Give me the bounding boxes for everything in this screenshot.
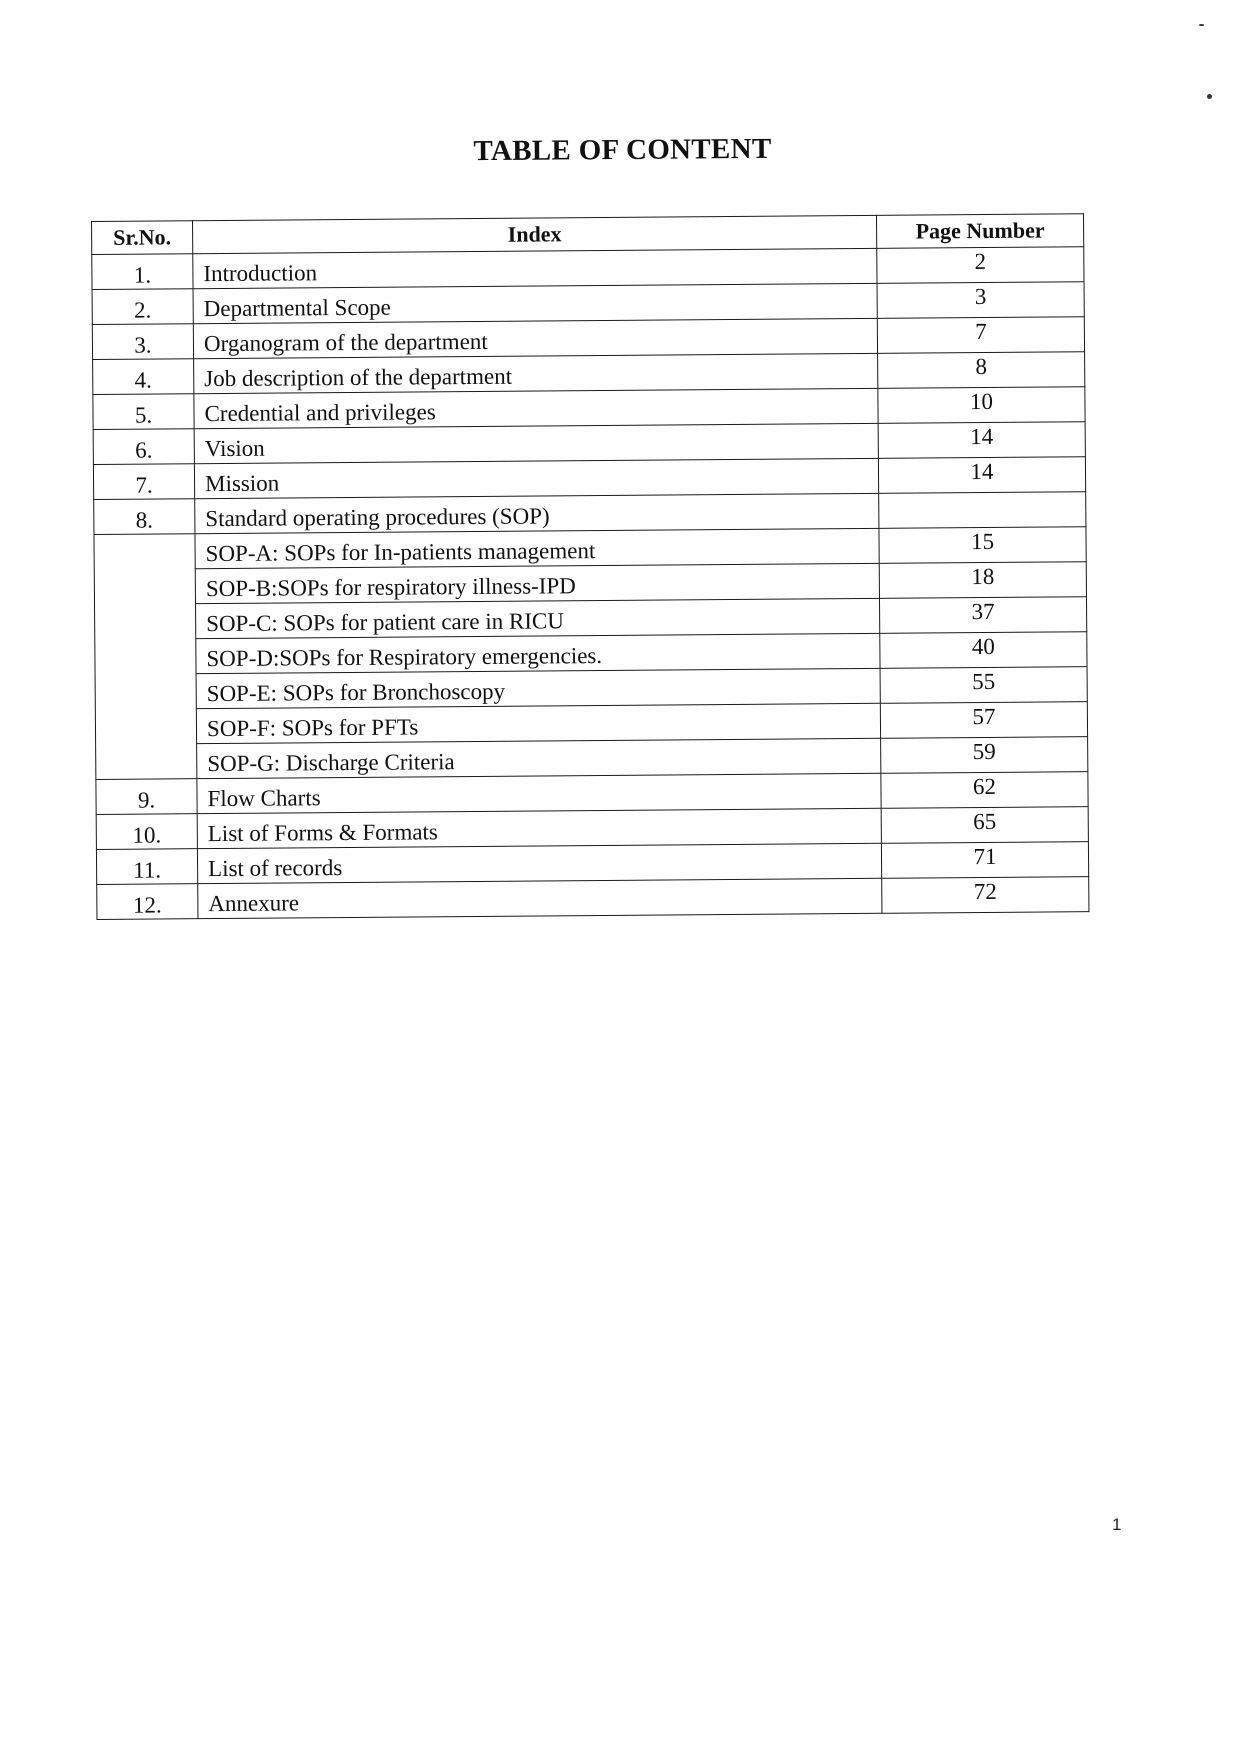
row-index-entry: Mission xyxy=(194,458,878,498)
row-index-entry: Credential and privileges xyxy=(194,388,878,428)
row-sr-no: 12. xyxy=(97,884,198,920)
row-index-entry: List of records xyxy=(197,843,881,883)
header-index: Index xyxy=(193,215,877,253)
row-page-number: 18 xyxy=(879,562,1086,599)
row-sr-no: 5. xyxy=(93,394,194,430)
toc-table xyxy=(91,213,1089,920)
row-index-entry: Organogram of the department xyxy=(193,318,877,358)
row-index-entry: SOP-F: SOPs for PFTs xyxy=(196,703,880,743)
row-page-number: 8 xyxy=(878,352,1085,389)
table-row xyxy=(97,877,1089,920)
row-index-entry: SOP-E: SOPs for Bronchoscopy xyxy=(196,668,880,708)
row-sr-no: 9. xyxy=(96,779,197,815)
row-page-number: 14 xyxy=(878,422,1085,459)
table-of-contents xyxy=(91,213,1089,920)
scan-speck xyxy=(1207,94,1212,99)
header-sr-no: Sr.No. xyxy=(92,221,193,255)
row-page-number: 59 xyxy=(881,737,1088,774)
row-index-entry: Job description of the department xyxy=(194,353,878,393)
row-page-number xyxy=(879,492,1086,529)
row-page-number: 7 xyxy=(877,317,1084,354)
row-page-number: 65 xyxy=(881,807,1088,844)
row-index-entry: Standard operating procedures (SOP) xyxy=(195,493,879,533)
sop-group-blank-cell xyxy=(94,534,197,780)
row-index-entry: SOP-D:SOPs for Respiratory emergencies. xyxy=(196,633,880,673)
footer-page-number: 1 xyxy=(1112,1515,1122,1534)
row-page-number: 10 xyxy=(878,387,1085,424)
row-sr-no: 7. xyxy=(93,464,194,500)
row-index-entry: SOP-B:SOPs for respiratory illness-IPD xyxy=(195,563,879,603)
row-sr-no: 3. xyxy=(92,324,193,360)
row-sr-no: 4. xyxy=(93,359,194,395)
row-index-entry: Flow Charts xyxy=(197,773,881,813)
row-index-entry: SOP-C: SOPs for patient care in RICU xyxy=(196,598,880,638)
row-page-number: 14 xyxy=(878,457,1085,494)
row-index-entry: Vision xyxy=(194,423,878,463)
row-sr-no: 6. xyxy=(93,429,194,465)
row-sr-no: 10. xyxy=(96,814,197,850)
row-index-entry: SOP-G: Discharge Criteria xyxy=(197,738,881,778)
row-sr-no: 1. xyxy=(92,254,193,290)
row-page-number: 57 xyxy=(880,702,1087,739)
row-index-entry: Introduction xyxy=(193,248,877,288)
row-index-entry: Departmental Scope xyxy=(193,283,877,323)
row-page-number: 2 xyxy=(877,247,1084,284)
row-page-number: 62 xyxy=(881,772,1088,809)
row-index-entry: List of Forms & Formats xyxy=(197,808,881,848)
row-page-number: 15 xyxy=(879,527,1086,564)
row-sr-no: 11. xyxy=(96,849,197,885)
page-title: TABLE OF CONTENT xyxy=(473,132,772,168)
row-sr-no: 2. xyxy=(92,289,193,325)
row-page-number: 72 xyxy=(882,877,1089,914)
row-index-entry: Annexure xyxy=(198,878,882,918)
row-page-number: 40 xyxy=(880,632,1087,669)
row-page-number: 55 xyxy=(880,667,1087,704)
row-page-number: 3 xyxy=(877,282,1084,319)
header-page-number: Page Number xyxy=(876,214,1083,249)
scan-speck xyxy=(1199,24,1204,26)
row-index-entry: SOP-A: SOPs for In-patients management xyxy=(195,528,879,568)
row-page-number: 37 xyxy=(879,597,1086,634)
row-sr-no: 8. xyxy=(94,499,195,535)
row-page-number: 71 xyxy=(881,842,1088,879)
